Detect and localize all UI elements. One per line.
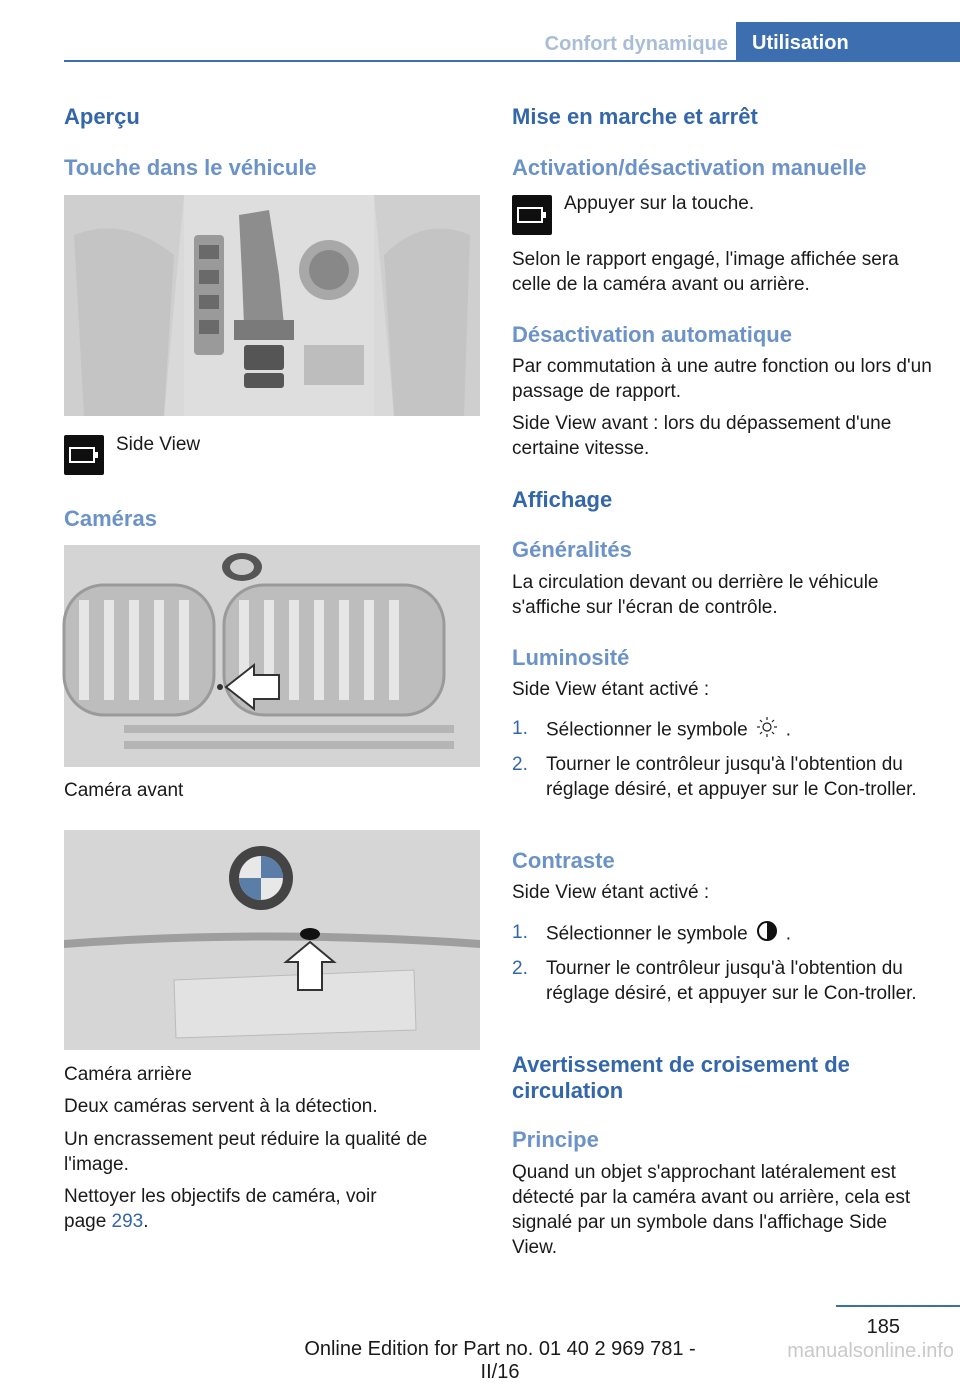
header-chapter-tab: Utilisation: [736, 22, 960, 62]
step-number: 1.: [512, 922, 528, 943]
clean-lenses-period: .: [143, 1211, 149, 1232]
contrast-steps: [512, 920, 932, 1013]
header-divider: [64, 60, 960, 62]
list-item: [512, 956, 932, 1006]
side-view-label: Side View: [116, 434, 201, 455]
contrast-icon: [756, 920, 778, 949]
heading-auto-deactivation: Désactivation automatique: [512, 322, 792, 347]
footer-divider: [836, 1305, 960, 1307]
para-general: La circulation devant ou derrière le véhicule s'affiche sur l'écran de contrôle.: [512, 572, 879, 618]
side-view-button-icon: [64, 435, 104, 475]
step-text: Sélectionner le symbole: [546, 719, 748, 741]
para-auto-speed: Side View avant : lors du dépassement d'une certaine vitesse.: [512, 413, 892, 459]
heading-display: Affichage: [512, 487, 613, 512]
brightness-steps: [512, 716, 932, 809]
watermark: manualsonline.info: [787, 1340, 954, 1362]
caption-rear-camera: Caméra arrière: [64, 1064, 192, 1085]
rear-camera-photo: [64, 830, 480, 1050]
step-number: 2.: [512, 958, 528, 979]
edition-note: Online Edition for Part no. 01 40 2 969 781 - II/16: [304, 1338, 696, 1383]
list-item: [512, 716, 932, 745]
step-text: Tourner le contrôleur jusqu'à l'obtention du réglage désiré, et appuyer sur le Con-troller.: [546, 958, 917, 1004]
list-item: [512, 752, 932, 802]
step-number: 1.: [512, 718, 528, 739]
heading-cross-traffic: Avertissement de croisement de circulation: [512, 1052, 850, 1103]
brightness-sun-icon: [756, 716, 778, 745]
para-clean-lenses: [64, 1184, 404, 1234]
page-link-293[interactable]: 293: [111, 1211, 144, 1232]
list-item: [512, 920, 932, 949]
heading-vehicle-button: Touche dans le véhicule: [64, 155, 317, 180]
heading-overview: Aperçu: [64, 104, 140, 129]
console-button-photo: [64, 195, 480, 416]
page-number: 185: [866, 1316, 900, 1338]
para-principle: Quand un objet s'approchant latéralement est détecté par la caméra avant ou arrière, cela est signalé par un symbole dans l'affichage Side View.: [512, 1162, 911, 1258]
brightness-intro: Side View étant activé :: [512, 679, 710, 700]
heading-on-off: Mise en marche et arrêt: [512, 104, 758, 129]
para-dirt: Un encrassement peut réduire la qualité de l'image.: [64, 1129, 428, 1175]
step-text: Sélectionner le symbole: [546, 923, 748, 945]
header-section-title: Confort dynamique: [544, 33, 728, 55]
heading-cameras: Caméras: [64, 506, 157, 531]
para-gear-selection: Selon le rapport engagé, l'image affichée sera celle de la caméra avant ou arrière.: [512, 249, 899, 295]
press-key-text: Appuyer sur la touche.: [564, 193, 755, 214]
front-camera-photo: [64, 545, 480, 767]
heading-brightness: Luminosité: [512, 645, 630, 670]
step-text-after: .: [785, 719, 791, 741]
step-text-after: .: [785, 923, 791, 945]
contrast-intro: Side View étant activé :: [512, 882, 710, 903]
step-number: 2.: [512, 754, 528, 775]
para-detection: Deux caméras servent à la détection.: [64, 1096, 378, 1117]
heading-contrast: Contraste: [512, 848, 615, 873]
step-text: Tourner le contrôleur jusqu'à l'obtention du réglage désiré, et appuyer sur le Con-troller.: [546, 754, 917, 800]
caption-front-camera: Caméra avant: [64, 780, 184, 801]
page-header: [0, 0, 960, 64]
heading-manual: Activation/désactivation manuelle: [512, 155, 867, 180]
clean-lenses-text: Nettoyer les objectifs de caméra, voir page: [64, 1186, 377, 1232]
heading-general: Généralités: [512, 537, 632, 562]
para-auto-switch: Par commutation à une autre fonction ou lors d'un passage de rapport.: [512, 356, 932, 402]
heading-principle: Principe: [512, 1127, 599, 1152]
side-view-button-icon-2: [512, 195, 552, 235]
